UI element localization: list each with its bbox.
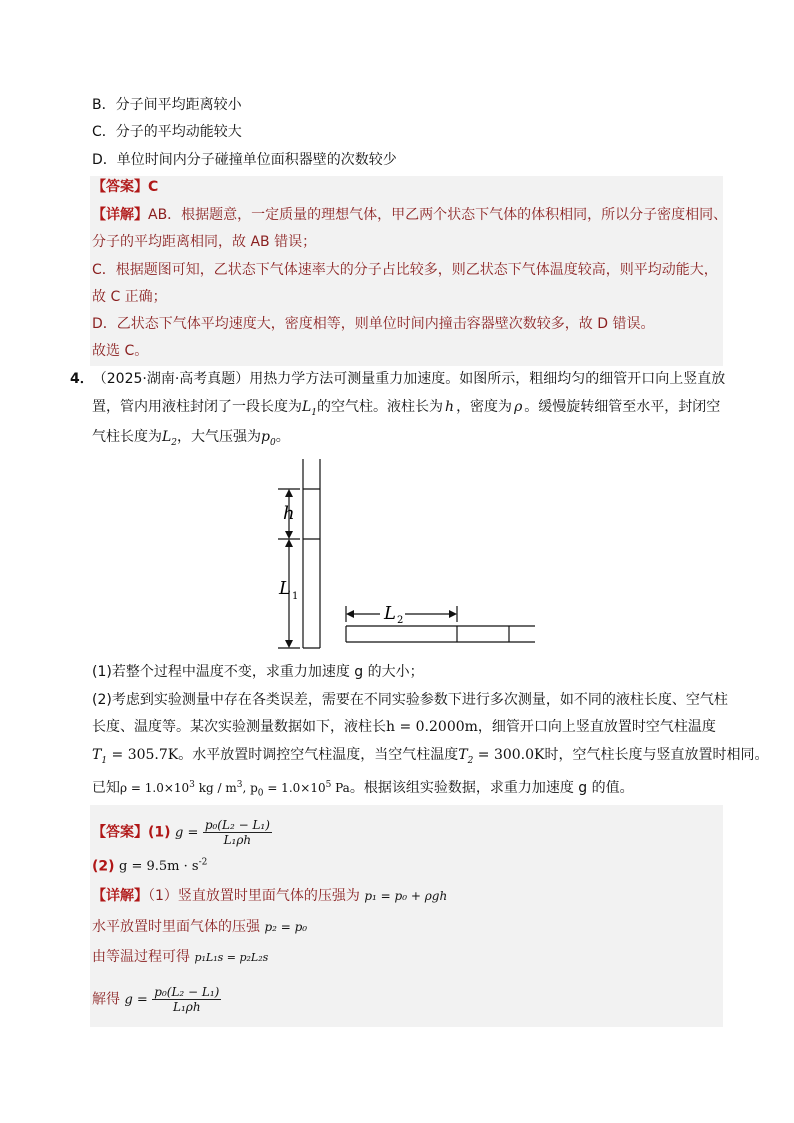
question-text-1: （2025·湖南·高考真题）用热力学方法可测量重力加速度。如图所示，粗细均匀的细管开口向上竖直放	[99, 371, 726, 387]
symbol-h: h	[445, 399, 455, 415]
part-2-line-2	[92, 717, 716, 737]
part-2-line-4	[92, 775, 634, 803]
label-h: h	[283, 503, 295, 524]
label-L2-sub: 2	[397, 615, 404, 626]
q4-text: 长度、温度等。某次实验测量数据如下，液柱长	[92, 719, 386, 735]
detail-label: 【详解】	[92, 888, 148, 904]
q4-text: 。缓慢旋转细管至水平，封闭空	[524, 399, 721, 415]
detail-q4-line-3	[92, 947, 268, 968]
option-c: C．分子的平均动能较大	[92, 124, 242, 140]
detail-q4-line-1	[92, 886, 447, 906]
answer-part-2: (2)	[92, 858, 115, 875]
L2-arrow-right	[449, 610, 457, 618]
q4-text: 。根据该组实验数据，求重力加速度 g 的值。	[349, 780, 634, 796]
q4-text: 已知	[92, 780, 120, 796]
label-L1: L	[279, 578, 291, 599]
q4-text: ，大气压强为	[177, 429, 262, 445]
answer-value: C	[148, 179, 159, 195]
g-equals: g =	[175, 825, 199, 841]
detail-line-1	[92, 205, 727, 225]
question-4-line-1	[70, 369, 725, 389]
g-equals: g =	[124, 992, 148, 1008]
option-d: D．单位时间内分子碰撞单位面积器壁的次数较少	[92, 152, 397, 168]
q4-text: 时，空气柱长度与竖直放置时相同。	[544, 747, 769, 763]
equation-p2: p₂ = p₀	[264, 920, 308, 934]
q4-text: 的空气柱。液柱长为	[317, 399, 444, 415]
h-arrow-up	[285, 489, 293, 497]
detail-q4-line-2	[92, 917, 307, 937]
L1-arrow-up	[285, 539, 293, 547]
detail-line-3: C．根据题图可知，乙状态下气体速率大的分子占比较多，则乙状态下气体温度较高，则平均动能大，	[92, 262, 718, 278]
question-4-line-2	[92, 397, 720, 423]
answer-label: 【答案】	[92, 824, 148, 841]
value-h: h = 0.2000m	[386, 719, 478, 735]
detail-q4-line-4	[92, 985, 221, 1014]
value-rho-p0: $\rho = 1.0\times 10^3$ kg / $m^3$, $p_0 = 1.0\times 10^5$ Pa	[120, 780, 350, 799]
detail-line-4: 故 C 正确；	[92, 289, 167, 305]
equation-p1: p₁ = p₀ + ρgh	[364, 889, 448, 903]
symbol-L2: $L_2$	[162, 429, 178, 448]
detail-text-1: AB．根据题意，一定质量的理想气体，甲乙两个状态下气体的体积相同，所以分子密度相同、	[148, 207, 728, 223]
symbol-T2: $T_2$	[458, 747, 474, 766]
detail-line-5: D．乙状态下气体平均速度大，密度相等，则单位时间内撞击容器壁次数较多，故 D 错误。	[92, 316, 655, 332]
detail-text: （1）竖直放置时里面气体的压强为	[148, 888, 360, 904]
detail-text: 解得	[92, 991, 120, 1008]
label-L2: L	[384, 603, 396, 624]
q4-text: 置，管内用液柱封闭了一段长度为	[92, 399, 302, 415]
detail-text: 由等温过程可得	[92, 949, 190, 965]
answer-part-1: (1)	[148, 824, 171, 841]
value-T1: = 305.7K	[107, 747, 179, 763]
part-1: (1)若整个过程中温度不变，求重力加速度 g 的大小；	[92, 664, 424, 680]
g-fraction-detail: $\frac{\text{p₀(L₂ − L₁)}}{\text{L₁ρh}}$	[154, 985, 220, 1014]
q4-text: 气柱长度为	[92, 429, 162, 445]
q4-text: ，细管开口向上竖直放置时空气柱温度	[477, 719, 716, 735]
h-arrow-down	[285, 531, 293, 539]
q4-text: ，密度为	[456, 399, 513, 415]
symbol-p0: $p_0$	[261, 429, 276, 448]
equation-isothermal: p₁L₁s = p₂L₂s	[194, 951, 269, 964]
option-b: B．分子间平均距离较小	[92, 97, 242, 113]
detail-line-2: 分子的平均距离相同，故 AB 错误；	[92, 234, 317, 250]
symbol-rho: ρ	[514, 399, 523, 415]
detail-line-6: 故选 C。	[92, 343, 149, 359]
answer-q4-line-2	[92, 853, 207, 877]
L2-arrow-left	[346, 610, 354, 618]
detail-label: 【详解】	[92, 207, 148, 223]
q4-text: 。水平放置时调控空气柱温度，当空气柱温度	[178, 747, 459, 763]
label-L1-sub: 1	[292, 591, 299, 602]
answer-q4-line-1	[92, 818, 272, 847]
g-fraction: $\frac{\text{p₀(L₂ − L₁)}}{\text{L₁ρh}}$	[204, 818, 270, 847]
symbol-T1: $T_1$	[92, 747, 108, 766]
question-number: 4．	[70, 371, 94, 387]
L1-arrow-down	[285, 640, 293, 648]
answer-line-q3	[92, 177, 158, 197]
symbol-L1: $L_1$	[302, 399, 318, 418]
part-2-line-3	[92, 745, 769, 771]
answer-label: 【答案】	[92, 179, 148, 195]
g-value: $g = 9.5m \cdot s^{-2}$	[119, 858, 208, 875]
q4-text: 。	[275, 429, 290, 445]
detail-text: 水平放置时里面气体的压强	[92, 919, 260, 935]
question-4-line-3	[92, 427, 290, 453]
part-2-line-1: (2)考虑到实验测量中存在各类误差，需要在不同实验参数下进行多次测量，如不同的液柱长度、空气柱	[92, 692, 728, 708]
value-T2: = 300.0K	[473, 747, 545, 763]
